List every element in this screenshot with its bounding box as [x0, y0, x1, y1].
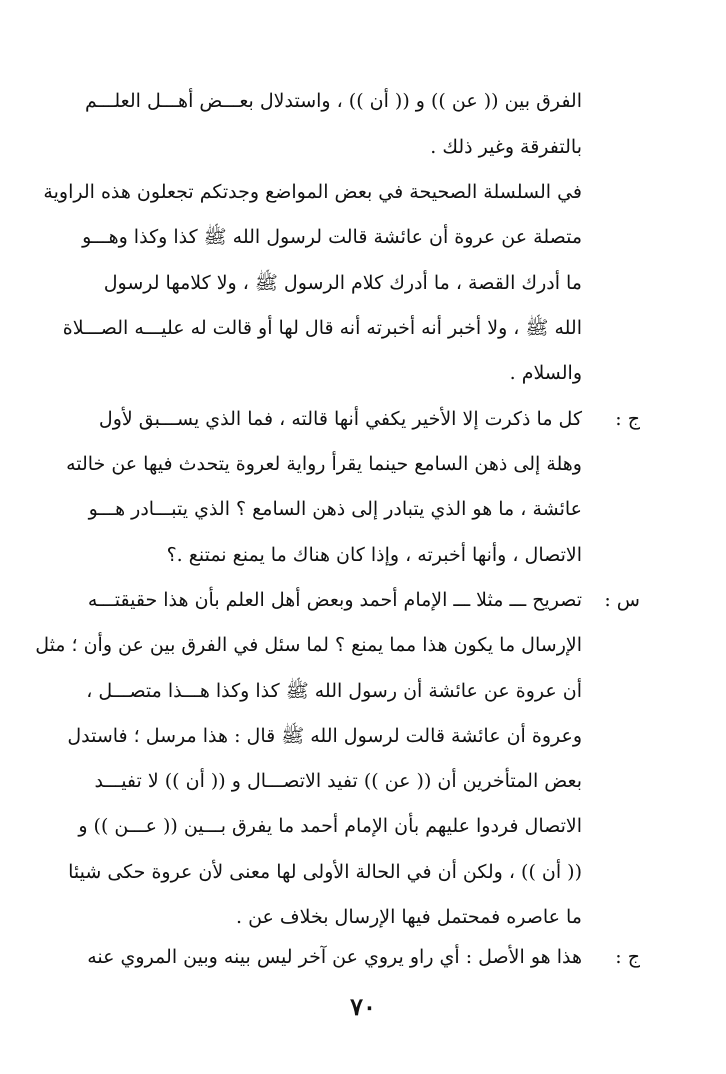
text-line-10: عائشة ، ما هو الذي يتبادر إلى ذهن السامع ؟ الذي يتبـــادر هـــو — [88, 498, 582, 520]
text-line-6: الله ﷺ ، ولا أخبر أنه أخبرته أنه قال لها أو قالت له عليـــه الصـــلاة — [62, 317, 582, 339]
text-line-19: ما عاصره فمحتمل فيها الإرسال بخلاف عن . — [236, 906, 582, 928]
text-line-16: بعض المتأخرين أن (( عن )) تفيد الاتصـــال و (( أن )) لا تفيـــد — [94, 770, 582, 792]
text-line-20: هذا هو الأصل : أي راو يروي عن آخر ليس بينه وبين المروي عنه — [87, 946, 582, 968]
answer-marker: ج : — [615, 408, 640, 430]
text-line-17: الاتصال فردوا عليهم بأن الإمام أحمد ما يفرق بـــين (( عـــن )) و — [78, 815, 582, 837]
text-line-9: وهلة إلى ذهن السامع حينما يقرأ رواية لعروة يتحدث فيها عن خالته — [66, 453, 582, 475]
text-line-15: وعروة أن عائشة قالت لرسول الله ﷺ قال : هذا مرسل ؛ فاستدل — [67, 725, 582, 747]
text-line-14: أن عروة عن عائشة أن رسول الله ﷺ كذا وكذا هـــذا متصـــل ، — [86, 680, 582, 702]
text-line-12: تصريح ـــ مثلا ـــ الإمام أحمد وبعض أهل العلم بأن هذا حقيقتـــه — [87, 589, 582, 611]
text-line-7: والسلام . — [509, 362, 582, 384]
text-line-11: الاتصال ، وأنها أخبرته ، وإذا كان هناك ما يمنع نمتنع .؟ — [166, 544, 582, 566]
text-line-5: ما أدرك القصة ، ما أدرك كلام الرسول ﷺ ، ولا كلامها لرسول — [103, 272, 582, 294]
text-line-3: في السلسلة الصحيحة في بعض المواضع وجدتكم تجعلون هذه الراوية — [43, 181, 582, 203]
text-line-2: بالتفرقة وغير ذلك . — [430, 136, 582, 158]
question-marker: س : — [604, 589, 640, 611]
text-line-4: متصلة عن عروة أن عائشة قالت لرسول الله ﷺ كذا وكذا وهـــو — [82, 226, 582, 248]
text-line-8: كل ما ذكرت إلا الأخير يكفي أنها قالته ، فما الذي يســـبق لأول — [98, 408, 582, 430]
answer-marker: ج : — [615, 946, 640, 968]
page-number: ٧٠ — [350, 992, 376, 1021]
text-line-13: الإرسال ما يكون هذا مما يمنع ؟ لما سئل في الفرق بين عن وأن ؛ مثل — [35, 634, 582, 656]
text-line-18: (( أن )) ، ولكن أن في الحالة الأولى لها معنى لأن عروة حكى شيئا — [68, 861, 582, 883]
text-line-1: الفرق بين (( عن )) و (( أن )) ، واستدلال بعـــض أهـــل العلـــم — [85, 90, 582, 112]
